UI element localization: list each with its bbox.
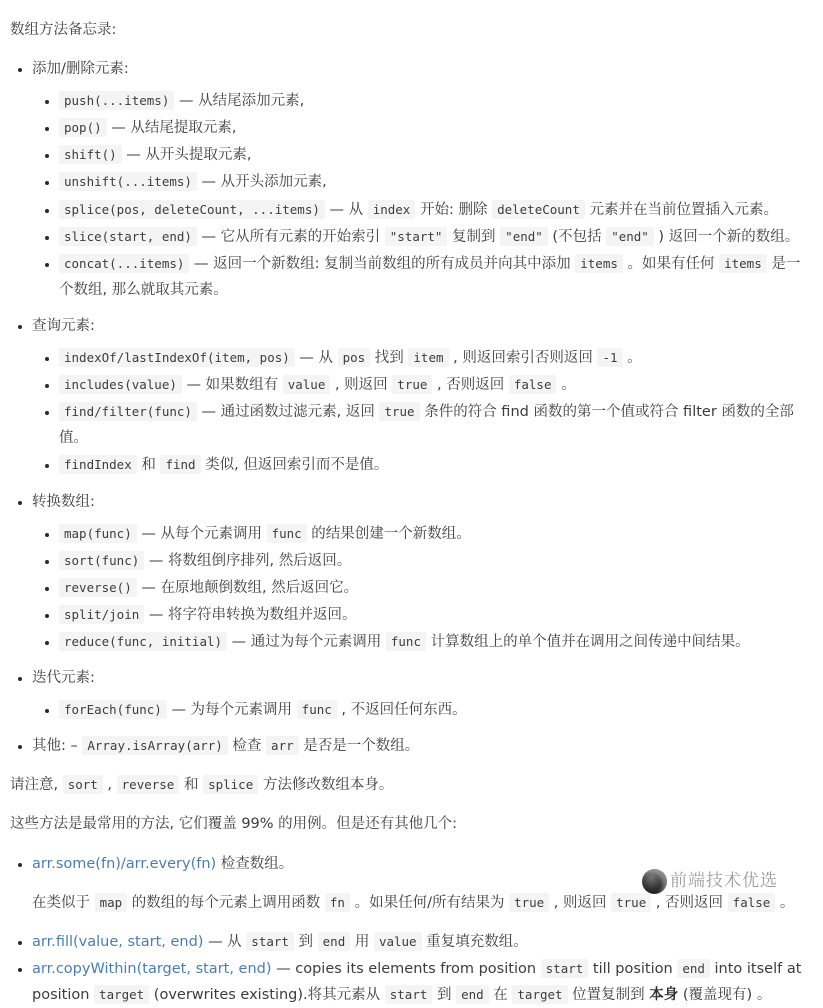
inline-code: true bbox=[509, 893, 549, 912]
inline-code: indexOf/lastIndexOf(item, pos) bbox=[59, 348, 295, 367]
list-item: • reduce(func, initial) — 通过为每个元素调用 func 计算数组上的单个值并在调用之间传递中间结果。 bbox=[59, 629, 813, 655]
list-item bbox=[32, 851, 813, 916]
inline-code: items bbox=[719, 254, 767, 273]
method-link[interactable]: arr.copyWithin(target, start, end) bbox=[32, 960, 272, 977]
list-item-text: 转换数组: bbox=[32, 493, 95, 510]
inline-code: index bbox=[368, 200, 416, 219]
inline-code: split/join bbox=[59, 605, 144, 624]
inline-code: target bbox=[94, 985, 149, 1004]
inline-code: false bbox=[728, 893, 776, 912]
list-item: • push(...items) — 从结尾添加元素, bbox=[59, 88, 813, 114]
inline-code: "end" bbox=[500, 227, 548, 246]
inline-code: func bbox=[297, 700, 337, 719]
list-item-text: 添加/删除元素: bbox=[32, 61, 129, 78]
list-item: • forEach(func) — 为每个元素调用 func , 不返回任何东西。 bbox=[59, 697, 813, 723]
inline-code: true bbox=[379, 402, 419, 421]
bullet-sublist bbox=[32, 88, 813, 303]
list-item bbox=[32, 929, 813, 955]
watermark-label: 前端技术优选 bbox=[670, 871, 778, 891]
inline-code: end bbox=[456, 985, 489, 1004]
inline-code: end bbox=[677, 959, 710, 978]
inline-code: true bbox=[392, 375, 432, 394]
inline-code: true bbox=[611, 893, 651, 912]
list-item: • includes(value) — 如果数组有 value , 则返回 true , 否则返回 false 。 bbox=[59, 372, 813, 398]
list-item-text: 其他: – Array.isArray(arr) 检查 arr 是否是一个数组。 bbox=[32, 738, 420, 755]
list-item: • concat(...items) — 返回一个新数组: 复制当前数组的所有成员并向其中添加 items 。如果有任何 items 是一个数组, 那么就取其元素。 bbox=[59, 251, 813, 303]
list-item: • sort(func) — 将数组倒序排列, 然后返回。 bbox=[59, 548, 813, 574]
inline-code: end bbox=[318, 932, 351, 951]
list-item: • findIndex 和 find 类似, 但返回索引而不是值。 bbox=[59, 452, 813, 478]
inline-code: shift() bbox=[59, 145, 122, 164]
inline-code: fn bbox=[325, 893, 350, 912]
inline-code: reverse bbox=[117, 775, 180, 794]
list-item-text: 查询元素: bbox=[32, 317, 95, 334]
inline-code: splice bbox=[203, 775, 258, 794]
inline-code: unshift(...items) bbox=[59, 172, 197, 191]
list-item bbox=[32, 489, 813, 656]
inline-code: forEach(func) bbox=[59, 700, 167, 719]
inline-code: "end" bbox=[606, 227, 654, 246]
inline-code: sort bbox=[63, 775, 103, 794]
inline-code: map(func) bbox=[59, 524, 137, 543]
list-item: • pop() — 从结尾提取元素, bbox=[59, 115, 813, 141]
note-paragraph: 请注意, sort , reverse 和 splice 方法修改数组本身。 bbox=[10, 777, 394, 794]
inline-code: false bbox=[509, 375, 557, 394]
method-link[interactable]: arr.some(fn)/arr.every(fn) bbox=[32, 855, 217, 872]
list-item-text: arr.copyWithin(target, start, end) — copies its elements from position start till position end into itself at position target (overwrites existing).将其元素从 start 到 end 在 target 位置复制到 本身 (覆盖现有) 。 bbox=[32, 960, 802, 1003]
inline-code: start bbox=[246, 932, 294, 951]
list-item: • shift() — 从开头提取元素, bbox=[59, 142, 813, 168]
inline-code: reverse() bbox=[59, 578, 137, 597]
list-item-paragraph: 在类似于 map 的数组的每个元素上调用函数 fn 。如果任何/所有结果为 true , 则返回 true , 否则返回 false 。 bbox=[32, 894, 795, 911]
inline-code: slice(start, end) bbox=[59, 227, 197, 246]
inline-code: find/filter(func) bbox=[59, 402, 197, 421]
inline-code: -1 bbox=[597, 348, 622, 367]
inline-code: target bbox=[512, 985, 567, 1004]
method-link[interactable]: arr.fill(value, start, end) bbox=[32, 933, 204, 950]
inline-code: pos bbox=[338, 348, 371, 367]
list-item: • indexOf/lastIndexOf(item, pos) — 从 pos 找到 item , 则返回索引否则返回 -1 。 bbox=[59, 345, 813, 371]
inline-code: pop() bbox=[59, 118, 107, 137]
bullet-list bbox=[10, 56, 813, 759]
inline-code: arr bbox=[266, 736, 299, 755]
inline-code: "start" bbox=[385, 227, 448, 246]
list-item: • find/filter(func) — 通过函数过滤元素, 返回 true 条件的符合 find 函数的第一个值或符合 filter 函数的全部值。 bbox=[59, 399, 813, 451]
inline-code: deleteCount bbox=[492, 200, 585, 219]
list-item: • map(func) — 从每个元素调用 func 的结果创建一个新数组。 bbox=[59, 521, 813, 547]
list-item bbox=[32, 665, 813, 723]
inline-code: Array.isArray(arr) bbox=[82, 736, 227, 755]
inline-code: includes(value) bbox=[59, 375, 182, 394]
list-item: • slice(start, end) — 它从所有元素的开始索引 "start" 复制到 "end" (不包括 "end" ) 返回一个新的数组。 bbox=[59, 224, 813, 250]
inline-code: func bbox=[386, 632, 426, 651]
inline-code: item bbox=[408, 348, 448, 367]
inline-code: map bbox=[95, 893, 128, 912]
bold-text: 本身 bbox=[649, 986, 679, 1003]
list-item-text: 迭代元素: bbox=[32, 670, 95, 687]
list-item: • reverse() — 在原地颠倒数组, 然后返回它。 bbox=[59, 575, 813, 601]
list-item: • split/join — 将字符串转换为数组并返回。 bbox=[59, 602, 813, 628]
inline-code: push(...items) bbox=[59, 91, 174, 110]
inline-code: items bbox=[575, 254, 623, 273]
inline-code: start bbox=[385, 985, 433, 1004]
inline-code: start bbox=[541, 959, 589, 978]
bullet-list bbox=[10, 851, 813, 1008]
inline-code: value bbox=[374, 932, 422, 951]
list-item: • splice(pos, deleteCount, ...items) — 从 index 开始: 删除 deleteCount 元素并在当前位置插入元素。 bbox=[59, 197, 813, 223]
bullet-sublist bbox=[32, 345, 813, 478]
list-item bbox=[32, 313, 813, 479]
bullet-sublist bbox=[32, 697, 813, 723]
inline-code: splice(pos, deleteCount, ...items) bbox=[59, 200, 325, 219]
list-item: • unshift(...items) — 从开头添加元素, bbox=[59, 169, 813, 195]
inline-code: value bbox=[283, 375, 331, 394]
summary-paragraph: 这些方法是最常用的方法, 它们覆盖 99% 的用例。但是还有其他几个: bbox=[10, 816, 458, 833]
inline-code: findIndex bbox=[59, 455, 137, 474]
inline-code: func bbox=[267, 524, 307, 543]
inline-code: concat(...items) bbox=[59, 254, 189, 273]
list-item bbox=[32, 956, 813, 1008]
inline-code: reduce(func, initial) bbox=[59, 632, 227, 651]
list-item bbox=[32, 56, 813, 303]
list-item-text: arr.some(fn)/arr.every(fn) 检查数组。 bbox=[32, 855, 294, 872]
inline-code: find bbox=[160, 455, 200, 474]
page-title: 数组方法备忘录: bbox=[10, 22, 117, 38]
list-item-text: arr.fill(value, start, end) — 从 start 到 end 用 value 重复填充数组。 bbox=[32, 933, 528, 950]
list-item bbox=[32, 733, 813, 759]
inline-code: sort(func) bbox=[59, 551, 144, 570]
bullet-sublist bbox=[32, 521, 813, 655]
